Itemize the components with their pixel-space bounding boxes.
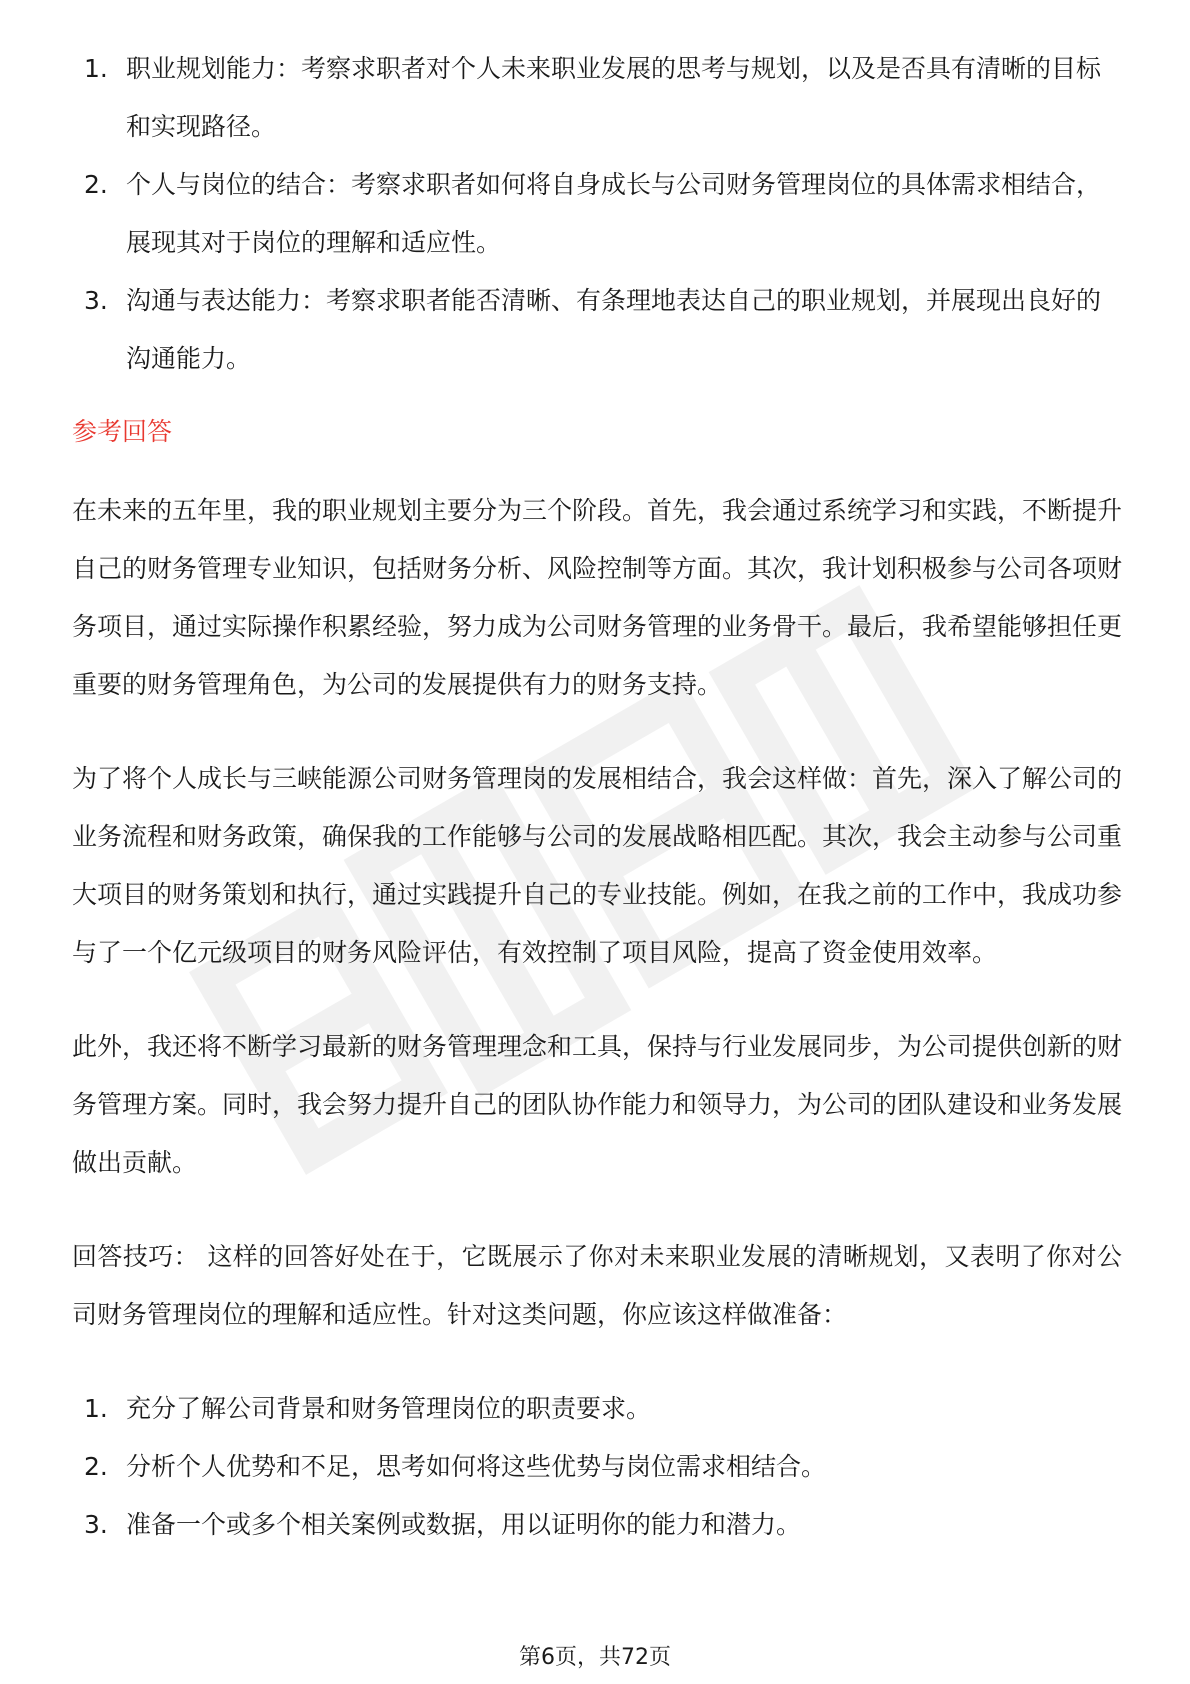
list-number: 2. <box>84 1452 108 1481</box>
list-number: 3. <box>84 1510 108 1539</box>
content <box>72 40 1122 1554</box>
list-item <box>72 1438 1122 1496</box>
list-text: 职业规划能力：考察求职者对个人未来职业发展的思考与规划，以及是否具有清晰的目标和实现路径。 <box>126 54 1102 141</box>
list-number: 1. <box>84 54 108 83</box>
list-number: 1. <box>84 1394 108 1423</box>
list-item <box>72 156 1122 272</box>
paragraph: 此外，我还将不断学习最新的财务管理理念和工具，保持与行业发展同步，为公司提供创新的财务管理方案。同时，我会努力提升自己的团队协作能力和领导力，为公司的团队建设和业务发展做出贡献。 <box>72 1032 1123 1177</box>
page-footer: 第6页，共72页 <box>519 1645 671 1670</box>
list-number: 2. <box>84 170 108 199</box>
paragraph: 为了将个人成长与三峡能源公司财务管理岗的发展相结合，我会这样做：首先，深入了解公司的业务流程和财务政策，确保我的工作能够与公司的发展战略相匹配。其次，我会主动参与公司重大项目的财务策划和执行，通过实践提升自己的专业技能。例如，在我之前的工作中，我成功参与了一个亿元级项目的财务风险评估，有效控制了项目风险，提高了资金使用效率。 <box>72 764 1123 967</box>
list-number: 3. <box>84 286 108 315</box>
tips-intro-paragraph: 回答技巧： 这样的回答好处在于，它既展示了你对未来职业发展的清晰规划，又表明了你对公司财务管理岗位的理解和适应性。针对这类问题，你应该这样做准备： <box>72 1242 1122 1329</box>
reference-heading: 参考回答 <box>72 417 173 446</box>
list-text: 沟通与表达能力：考察求职者能否清晰、有条理地表达自己的职业规划，并展现出良好的沟通能力。 <box>126 286 1102 373</box>
list-item <box>72 1380 1122 1438</box>
list-item <box>72 272 1122 388</box>
list-item <box>72 40 1122 156</box>
list-text: 个人与岗位的结合：考察求职者如何将自身成长与公司财务管理岗位的具体需求相结合，展现其对于岗位的理解和适应性。 <box>126 170 1102 257</box>
list-text: 准备一个或多个相关案例或数据，用以证明你的能力和潜力。 <box>126 1510 802 1539</box>
criteria-list <box>72 40 1122 388</box>
tips-list <box>72 1380 1122 1554</box>
list-item <box>72 1496 1122 1554</box>
list-text: 分析个人优势和不足，思考如何将这些优势与岗位需求相结合。 <box>126 1452 827 1481</box>
list-text: 充分了解公司背景和财务管理岗位的职责要求。 <box>126 1394 652 1423</box>
paragraph: 在未来的五年里，我的职业规划主要分为三个阶段。首先，我会通过系统学习和实践，不断提升自己的财务管理专业知识，包括财务分析、风险控制等方面。其次，我计划积极参与公司各项财务项目，通过实际操作积累经验，努力成为公司财务管理的业务骨干。最后，我希望能够担任更重要的财务管理角色，为公司的发展提供有力的财务支持。 <box>72 496 1123 699</box>
